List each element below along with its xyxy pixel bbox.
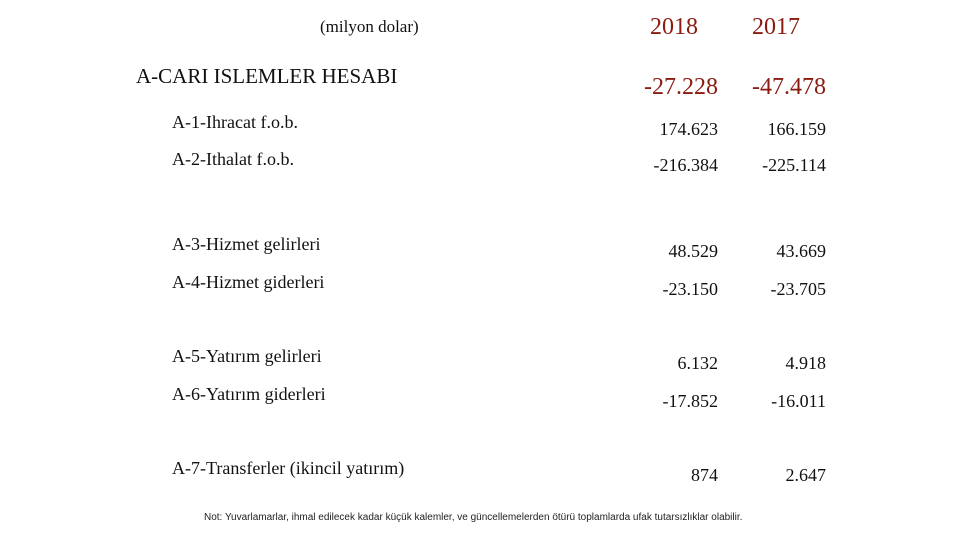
section-title: A-CARI ISLEMLER HESABI bbox=[136, 64, 398, 88]
row-label-ihracat: A-1-Ihracat f.o.b. bbox=[172, 112, 298, 132]
footnote: Not: Yuvarlamarlar, ihmal edilecek kadar küçük kalemler, ve güncellemelerden ötürü toplamlarda ufak tutarsızlıklar olabilir. bbox=[204, 512, 743, 523]
row-label-transferler: A-7-Transferler (ikincil yatırım) bbox=[172, 458, 405, 478]
row-label-hizmet-giderleri: A-4-Hizmet giderleri bbox=[172, 272, 325, 292]
year-2017-header: 2017 bbox=[752, 14, 800, 40]
row-value-2018-transferler: 874 bbox=[691, 465, 718, 485]
row-value-2017-hizmet-giderleri: -23.705 bbox=[770, 279, 826, 299]
row-value-2018-hizmet-giderleri: -23.150 bbox=[662, 279, 718, 299]
unit-label: (milyon dolar) bbox=[320, 17, 419, 36]
row-value-2017-hizmet-gelirleri: 43.669 bbox=[776, 241, 826, 261]
row-value-2017-ihracat: 166.159 bbox=[767, 119, 826, 139]
row-value-2018-yatirim-gelirleri: 6.132 bbox=[677, 353, 718, 373]
row-value-2017-ithalat: -225.114 bbox=[762, 155, 826, 175]
row-value-2018-ihracat: 174.623 bbox=[659, 119, 718, 139]
year-2018-header: 2018 bbox=[650, 14, 698, 40]
row-label-yatirim-giderleri: A-6-Yatırım giderleri bbox=[172, 384, 326, 404]
row-value-2018-hizmet-gelirleri: 48.529 bbox=[668, 241, 718, 261]
section-value-2017: -47.478 bbox=[752, 74, 826, 100]
row-label-ithalat: A-2-Ithalat f.o.b. bbox=[172, 149, 294, 169]
row-value-2017-yatirim-gelirleri: 4.918 bbox=[785, 353, 826, 373]
row-value-2017-yatirim-giderleri: -16.011 bbox=[771, 391, 826, 411]
row-value-2018-ithalat: -216.384 bbox=[653, 155, 718, 175]
row-value-2018-yatirim-giderleri: -17.852 bbox=[662, 391, 718, 411]
row-value-2017-transferler: 2.647 bbox=[785, 465, 826, 485]
section-value-2018: -27.228 bbox=[644, 74, 718, 100]
row-label-yatirim-gelirleri: A-5-Yatırım gelirleri bbox=[172, 346, 322, 366]
row-label-hizmet-gelirleri: A-3-Hizmet gelirleri bbox=[172, 234, 321, 254]
